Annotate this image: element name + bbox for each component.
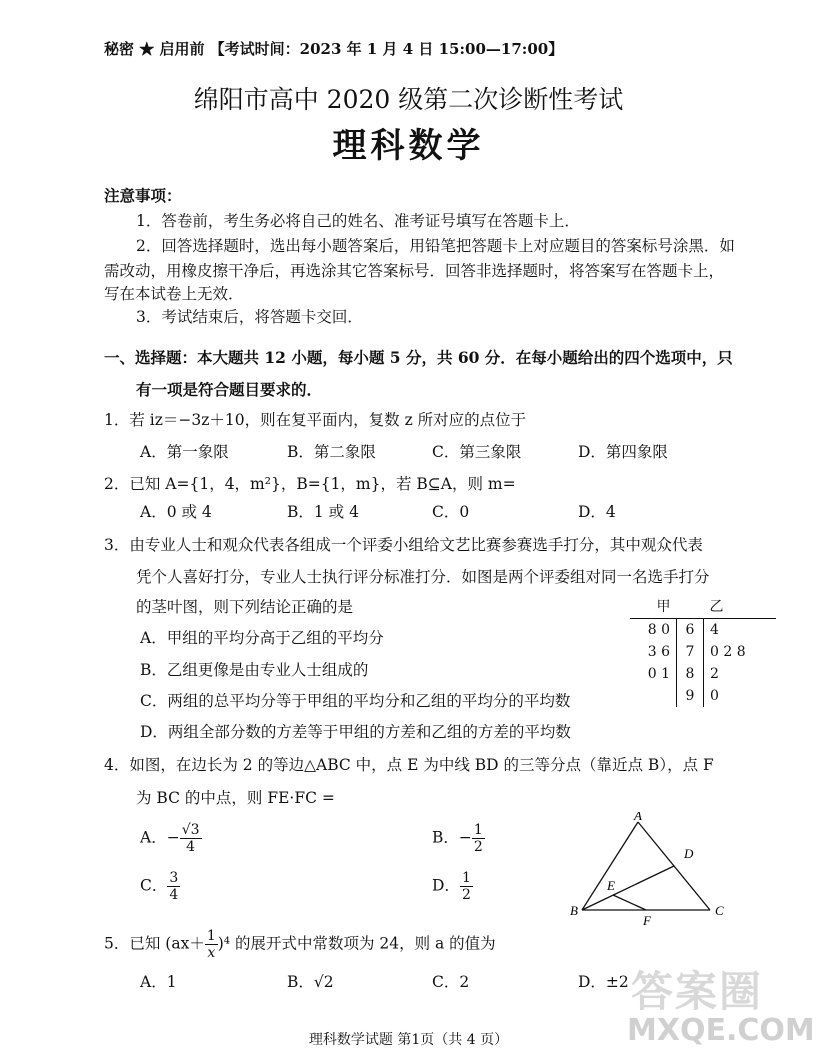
q3-stem-1: 3．由专业人士和观众代表各组成一个评委小组给文艺比赛参赛选手打分，其中观众代表 bbox=[104, 536, 703, 554]
fraction bbox=[205, 928, 218, 961]
stem-leaf-right: 0 2 8 bbox=[710, 644, 746, 660]
label-b: B bbox=[570, 903, 578, 918]
stem-leaf-left: 0 1 bbox=[647, 666, 670, 682]
q2-option-a: A．0 或 4 bbox=[140, 503, 212, 521]
watermark-bottom: MXQE.COM bbox=[627, 1013, 815, 1048]
note-2-end: 写在本试卷上无效． bbox=[104, 285, 244, 303]
label-e: E bbox=[607, 878, 615, 893]
note-3: 3．考试结束后，将答题卡交回． bbox=[136, 308, 363, 326]
q5-option-c: C．2 bbox=[432, 973, 470, 991]
notes-heading: 注意事项： bbox=[104, 186, 182, 205]
q2-option-c: C．0 bbox=[432, 503, 470, 521]
minus-sign: − bbox=[166, 828, 180, 847]
q3-option-a: A．甲组的平均分高于乙组的平均分 bbox=[140, 629, 384, 647]
stem-leaf-head-right: 乙 bbox=[704, 596, 777, 619]
label-f: F bbox=[643, 913, 651, 928]
q4-stem-2: 为 BC 的中点，则 FE·FC = bbox=[136, 789, 335, 807]
fraction bbox=[460, 870, 473, 903]
denominator: x bbox=[207, 945, 216, 961]
q4-option-c bbox=[140, 870, 180, 903]
q2-option-b: B．1 或 4 bbox=[287, 503, 359, 521]
numerator: 1 bbox=[461, 870, 471, 886]
section-heading: 一、选择题：本大题共 12 小题，每小题 5 分，共 60 分．在每小题给出的四个选项中，只 bbox=[104, 348, 733, 367]
denominator: 4 bbox=[186, 839, 196, 855]
q5-stem-post: )⁴ 的展开式中常数项为 24，则 a 的值为 bbox=[217, 934, 496, 953]
q3-stem-2: 凭个人喜好打分，专业人士执行评分标准打分．如图是两个评委组对同一名选手打分 bbox=[136, 568, 710, 586]
stem-leaf-right: 2 bbox=[710, 666, 719, 682]
note-1: 1．答卷前，考生务必将自己的姓名、准考证号填写在答题卡上． bbox=[136, 212, 580, 230]
stem-leaf-head-left: 甲 bbox=[630, 596, 677, 619]
stem-leaf-plot bbox=[630, 596, 776, 707]
numerator: 1 bbox=[473, 822, 483, 838]
q4-stem-1: 4．如图，在边长为 2 的等边△ABC 中，点 E 为中线 BD 的三等分点（靠近点 B），点 F bbox=[104, 756, 714, 774]
q5-stem-pre: 5．已知 (ax＋ bbox=[104, 934, 205, 953]
denominator: 2 bbox=[461, 887, 471, 903]
segment-ef bbox=[613, 895, 646, 910]
watermark-logo bbox=[625, 955, 815, 1055]
q3-stem-3: 的茎叶图，则下列结论正确的是 bbox=[136, 598, 354, 616]
q1-option-c: C．第三象限 bbox=[432, 443, 522, 461]
stem-leaf-left bbox=[630, 685, 677, 707]
fraction bbox=[167, 870, 180, 903]
numerator: √3 bbox=[181, 822, 200, 838]
stem-leaf-left: 3 6 bbox=[647, 644, 670, 660]
q3-option-b: B．乙组更像是由专业人士组成的 bbox=[140, 661, 369, 679]
label-a: A bbox=[634, 812, 642, 823]
option-label: B． bbox=[432, 828, 459, 847]
q1-stem: 1．若 iz＝−3z＋10，则在复平面内，复数 z 所对应的点位于 bbox=[104, 411, 527, 429]
numerator: 3 bbox=[169, 870, 179, 886]
stem-leaf-right: 4 bbox=[710, 622, 719, 638]
numerator: 1 bbox=[206, 928, 216, 944]
q5-stem bbox=[104, 928, 496, 961]
fraction bbox=[472, 822, 485, 855]
note-2-cont: 需改动，用橡皮擦干净后，再选涂其它答案标号．回答非选择题时，将答案写在答题卡上， bbox=[104, 262, 725, 280]
q5-option-b: B．√2 bbox=[287, 973, 334, 991]
q3-option-c: C．两组的总平均分等于甲组的平均分和乙组的平均分的平均数 bbox=[140, 692, 571, 710]
q5-option-a: A．1 bbox=[140, 973, 177, 991]
q3-option-d: D．两组全部分数的方差等于甲组的方差和乙组的方差的平均数 bbox=[140, 723, 571, 741]
denominator: 2 bbox=[473, 839, 483, 855]
option-label: D． bbox=[432, 876, 460, 895]
fraction bbox=[180, 822, 202, 855]
q4-option-a bbox=[140, 822, 202, 855]
exam-title: 绵阳市高中 2020 级第二次诊断性考试 bbox=[193, 85, 624, 114]
stem-leaf-stem: 7 bbox=[677, 641, 704, 663]
stem-leaf-stem: 9 bbox=[677, 685, 704, 707]
option-label: A． bbox=[140, 828, 167, 847]
stem-leaf-left: 8 0 bbox=[647, 622, 670, 638]
stem-leaf-stem: 8 bbox=[677, 663, 704, 685]
q2-stem: 2．已知 A={1，4，m²}，B={1，m}，若 B⊆A，则 m= bbox=[104, 475, 516, 493]
option-label: C． bbox=[140, 876, 168, 895]
q1-option-d: D．第四象限 bbox=[578, 443, 668, 461]
triangle-figure bbox=[560, 812, 740, 932]
q4-option-b bbox=[432, 822, 485, 855]
label-d: D bbox=[684, 846, 694, 861]
stem-leaf-right: 0 bbox=[710, 688, 719, 704]
q1-option-a: A．第一象限 bbox=[140, 443, 229, 461]
q1-option-b: B．第二象限 bbox=[287, 443, 376, 461]
page-footer: 理科数学试题 第1页（共 4 页） bbox=[308, 1032, 509, 1048]
label-c: C bbox=[715, 903, 724, 918]
minus-sign: − bbox=[458, 828, 472, 847]
q5-option-d: D．±2 bbox=[578, 973, 629, 991]
subject-title: 理科数学 bbox=[332, 126, 485, 166]
section-heading-cont: 有一项是符合题目要求的． bbox=[136, 380, 323, 399]
q2-option-d: D．4 bbox=[578, 503, 616, 521]
watermark-top: 答案圈 bbox=[631, 967, 764, 1016]
note-2: 2．回答选择题时，选出每小题答案后，用铅笔把答题卡上对应题目的答案标号涂黑．如 bbox=[136, 237, 735, 255]
denominator: 4 bbox=[169, 887, 179, 903]
stem-leaf-stem: 6 bbox=[677, 619, 704, 642]
q4-option-d bbox=[432, 870, 473, 903]
exam-header: 秘密 ★ 启用前 【考试时间：2023 年 1 月 4 日 15:00—17:00】 bbox=[104, 40, 564, 58]
